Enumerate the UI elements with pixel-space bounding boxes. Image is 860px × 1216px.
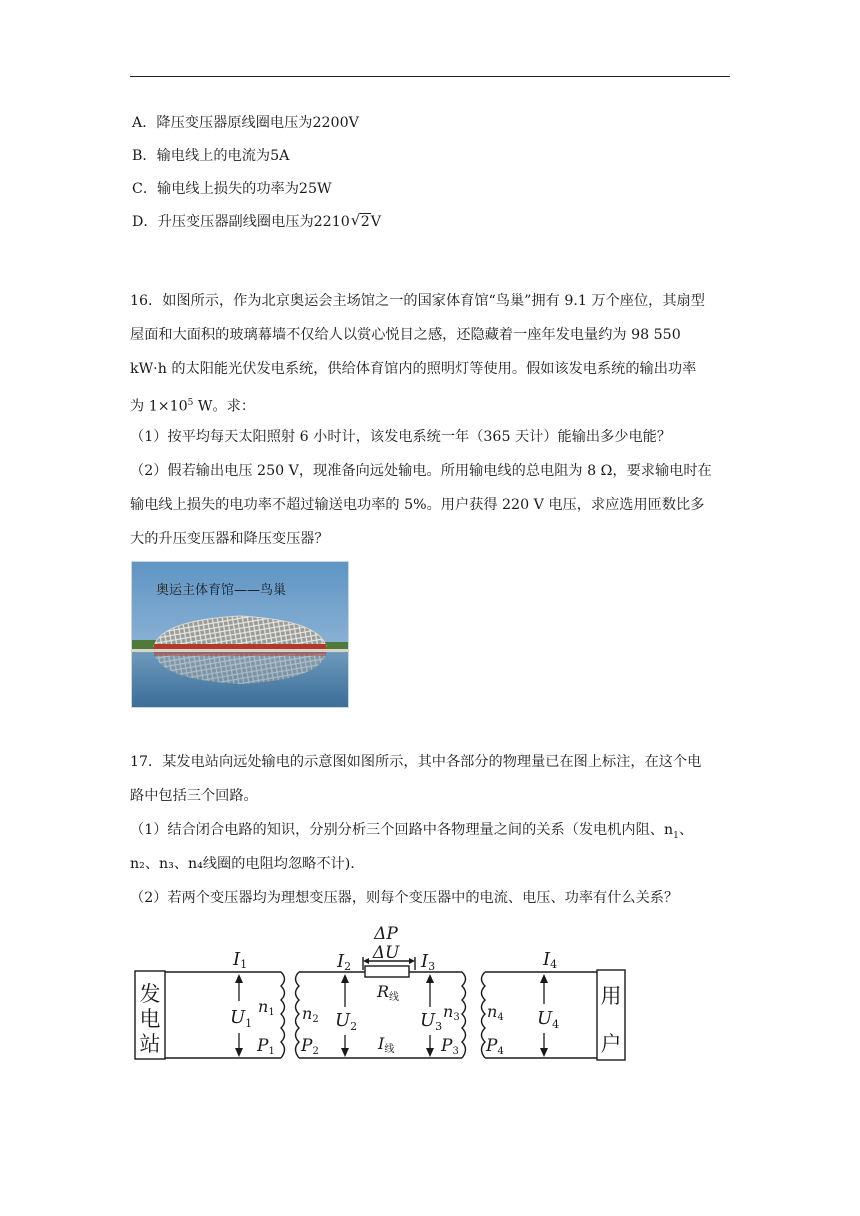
i-line-label: I (378, 1034, 385, 1053)
q16-sub2-line3: 大的升压变压器和降压变压器？ (130, 531, 329, 547)
sqrt-radicand: 2 (360, 214, 370, 230)
svg-text:U2 (335, 1010, 357, 1033)
svg-text:P1 (256, 1036, 275, 1057)
svg-text:P4 (485, 1036, 504, 1057)
r-line-label: R (377, 982, 390, 1001)
i1-label: I (233, 949, 241, 970)
n3-label: n (443, 1002, 454, 1021)
q17-sub1-subscript: 1 (673, 830, 679, 841)
station-char-3: 站 (139, 1032, 161, 1056)
u3-label: U (420, 1010, 436, 1031)
svg-text:R线 (376, 982, 399, 1003)
u1-arrow-down (235, 1048, 243, 1057)
q17-sub1-line2: n₂、n₃、n₄线圈的电阻均忽略不计). (130, 856, 355, 872)
n2-label: n (302, 1004, 313, 1023)
i-line-sub: 线 (384, 1044, 395, 1055)
svg-text:n3 (443, 1002, 460, 1023)
p3-label: P (441, 1036, 453, 1056)
svg-text:P3 (440, 1036, 459, 1057)
u3-sub: 3 (435, 1020, 443, 1033)
q16-sub1: （1）按平均每天太阳照射 6 小时计，该发电系统一年（365 天计）能输出多少电能？ (130, 429, 672, 445)
n3-sub: 3 (453, 1012, 460, 1023)
u2-label: U (335, 1010, 351, 1031)
station-char-2: 电 (139, 1007, 161, 1031)
q17-line2: 路中包括三个回路。 (130, 788, 258, 804)
du-arrow-left (363, 958, 369, 964)
q16-exponent: 5 (187, 398, 194, 408)
svg-text:U4 (537, 1008, 559, 1031)
q17-sub1-pre: （1）结合闭合电路的知识，分别分析三个回路中各物理量之间的关系（发电机内阻、n (130, 822, 674, 838)
q17-sub1-line1 (130, 820, 693, 846)
u3-arrow-down (426, 1048, 434, 1057)
u3-arrow-up (426, 974, 434, 983)
i2-label: I (337, 951, 345, 972)
u1-sub: 1 (245, 1017, 253, 1030)
u1-arrow-up (235, 974, 243, 983)
option-d-unit: V (370, 214, 382, 230)
svg-text:n1 (258, 997, 275, 1018)
option-d (132, 212, 381, 232)
u4-arrow-down (540, 1048, 548, 1057)
coil-n4 (482, 972, 486, 1058)
r-line-sub: 线 (389, 992, 400, 1003)
coil-n3 (462, 972, 466, 1058)
svg-text:I4 (542, 949, 557, 971)
p4-sub: 4 (497, 1046, 504, 1057)
svg-text:n4 (487, 1002, 504, 1023)
p1-label: P (257, 1036, 269, 1056)
q17-line1: 17．某发电站向远处输电的示意图如图所示，其中各部分的物理量已在图上标注，在这个电 (130, 754, 702, 770)
delta-u-label: ΔU (372, 943, 400, 963)
option-b: B．输电线上的电流为5A (132, 148, 290, 164)
i4-sub: 4 (550, 958, 558, 971)
u2-sub: 2 (350, 1020, 358, 1033)
option-d-coef: 2210 (313, 214, 350, 230)
u4-sub: 4 (552, 1018, 560, 1031)
n4-sub: 4 (497, 1012, 504, 1023)
user-char-1: 用 (600, 984, 622, 1008)
n4-label: n (487, 1002, 498, 1021)
power-transmission-diagram (132, 920, 628, 1070)
i3-label: I (421, 951, 429, 972)
header-rule (130, 76, 730, 77)
u1-label: U (230, 1007, 246, 1028)
q16-line3: kW·h 的太阳能光伏发电系统，供给体育馆内的照明灯等使用。假如该发电系统的输出功率 (130, 361, 697, 377)
q17-sub1-post: 、 (678, 822, 694, 838)
p2-label: P (301, 1036, 313, 1056)
q16-line1: 16．如图所示，作为北京奥运会主场馆之一的国家体育馆“鸟巢”拥有 9.1 万个座位，其扇型 (130, 293, 705, 309)
svg-text:n2 (302, 1004, 319, 1025)
svg-text:I3 (420, 951, 435, 973)
line-resistor (365, 966, 409, 977)
p1-sub: 1 (268, 1046, 275, 1057)
station-char-1: 发 (139, 982, 161, 1006)
q16-line2: 屋面和大面积的玻璃幕墙不仅给人以赏心悦目之感，还隐藏着一座年发电量约为 98 550 (130, 327, 681, 343)
sqrt-expression: √ 2 (350, 211, 370, 230)
u2-arrow-up (341, 974, 349, 983)
delta-p-label: ΔP (374, 924, 398, 944)
coil-n2 (296, 972, 300, 1058)
svg-text:U1 (230, 1007, 252, 1030)
u2-arrow-down (341, 1048, 349, 1057)
coil-n1 (281, 972, 285, 1058)
p3-sub: 3 (452, 1046, 459, 1057)
q16-sub2-line1: （2）假若输出电压 250 V，现准备向远处输电。所用输电线的总电阻为 8 Ω，要求输电时在 (130, 463, 712, 479)
q16-line4 (130, 393, 255, 417)
i2-sub: 2 (344, 960, 352, 973)
i4-label: I (543, 949, 551, 970)
du-arrow-right (409, 958, 415, 964)
option-a: A．降压变压器原线圈电压为2200V (132, 115, 359, 131)
photo-caption: 奥运主体育馆——鸟巢 (156, 583, 287, 598)
option-d-text: D．升压变压器副线圈电压为 (132, 214, 314, 230)
q17-sub2: （2）若两个变压器均为理想变压器，则每个变压器中的电流、电压、功率有什么关系？ (130, 890, 679, 906)
svg-text:P2 (300, 1036, 319, 1057)
u4-label: U (537, 1008, 553, 1029)
q16-line4-post: W。求： (193, 398, 256, 415)
birds-nest-photo (131, 561, 349, 708)
u4-arrow-up (540, 974, 548, 983)
user-char-2: 户 (600, 1032, 622, 1056)
option-c: C．输电线上损失的功率为25W (132, 181, 332, 197)
svg-text:I2 (336, 951, 351, 973)
q16-sub2-line2: 输电线上损失的电功率不超过输送电功率的 5%。用户获得 220 V 电压，求应选用匝数比多 (130, 497, 705, 513)
svg-text:U3 (420, 1010, 442, 1033)
n2-sub: 2 (312, 1014, 319, 1025)
n1-label: n (258, 997, 269, 1016)
q16-line4-pre: 为 1×10 (130, 398, 188, 415)
p4-label: P (486, 1036, 498, 1056)
i3-sub: 3 (428, 960, 436, 973)
p2-sub: 2 (312, 1046, 319, 1057)
svg-text:I1 (232, 949, 247, 971)
svg-text:I线 (377, 1034, 394, 1055)
n1-sub: 1 (268, 1007, 275, 1018)
i1-sub: 1 (240, 958, 248, 971)
